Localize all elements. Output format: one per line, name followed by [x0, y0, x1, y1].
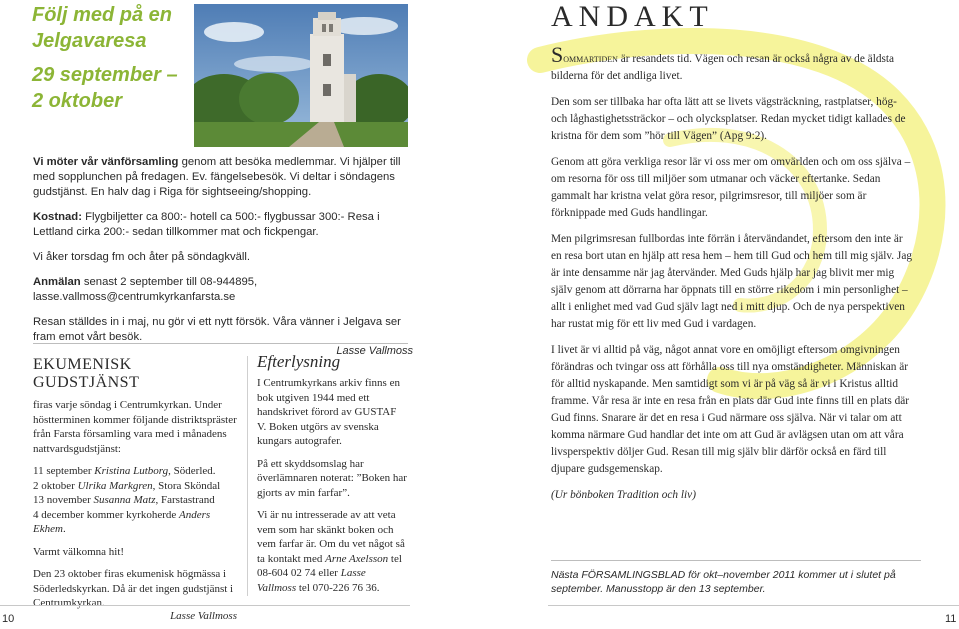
- ekumenisk-last: Den 23 oktober firas ekumenisk högmässa i Söderledskyrkan. Då är det ingen gudstjänst i Centrumkyrkan.: [33, 568, 234, 609]
- andakt-p1: Sommartiden är resandets tid. Vägen och resan är också några av de äldsta bilderna för det andliga livet.: [551, 42, 895, 82]
- page-number-right: 11: [945, 613, 957, 625]
- ekumenisk-section: [33, 356, 237, 623]
- trip-headline: [32, 2, 202, 114]
- ekumenisk-heading: EKUMENISK GUDSTJÄNST: [33, 356, 140, 391]
- intro-text: genom att besöka medlemmar. Vi hjälper till med sopplunchen på fredagen. Ev. fängelsebesök. Vi deltar i söndagens gudstjänst. En halv dag i Riga för sightseeing/shopping.: [33, 156, 401, 198]
- andakt-p5: I livet är vi alltid på väg, något annat vore en omöjligt eftersom omgivningen förändras och tvingar oss att förhålla oss till nya omständigheter. Människan är för alltid nyskapande. Men samtidigt som vi är på väg så är vi i Kristus alltid framme. Vår resa är inte en resa från en plats där Gud inte finns till en plats där Gud finns. Snarare är det en resa i Gud närmare oss själva. När vi talar om att komma närmare Gud handlar det inte om att Gud är avlägsen utan om att våra livsperspektiv döljer Gud. Resan till mig själv blir därför också en färd till djupare gudsgemenskap.: [551, 344, 910, 475]
- intro-signature: Lasse Vallmoss: [336, 345, 413, 357]
- headline-line-2: Jelgavaresa: [32, 30, 147, 52]
- ekumenisk-entry: 4 december kommer kyrkoherde Anders Ekhem.: [33, 508, 211, 535]
- ekumenisk-welcome: Varmt välkomna hit!: [33, 545, 125, 558]
- registration-paragraph: [33, 275, 413, 305]
- schedule-paragraph: Vi åker torsdag fm och åter på söndagkväll.: [33, 251, 251, 263]
- date-line-1: 29 september –: [32, 64, 178, 86]
- footer-rule-left: [0, 605, 410, 606]
- ekumenisk-intro: firas varje söndag i Centrumkyrkan. Under höstterminen kommer följande distriktspräster från Farsta församling vara med i månadens nattvardsgudstjänst:: [33, 399, 237, 455]
- efterlysning-heading: Efterlysning: [257, 352, 341, 371]
- cost-label: Kostnad:: [33, 211, 82, 223]
- ekumenisk-entry: 2 oktober Ulrika Markgren, Stora Sköndal: [33, 479, 221, 492]
- jelgava-trip-info: [33, 155, 413, 359]
- footer-rule-right: [548, 605, 959, 606]
- footer-note-rule: [551, 560, 921, 561]
- ekumenisk-signature: Lasse Vallmoss: [170, 609, 237, 622]
- andakt-text: [551, 42, 913, 513]
- intro-lead: Vi möter vår vänförsamling: [33, 156, 179, 168]
- ekumenisk-entry: 13 november Susanna Matz, Farstastrand: [33, 494, 215, 506]
- registration-label: Anmälan: [33, 276, 81, 288]
- andakt-citation: (Ur bönboken Tradition och liv): [551, 489, 696, 501]
- section-divider: [33, 343, 408, 344]
- andakt-title: ANDAKT: [551, 0, 714, 33]
- registration-text: senast 2 september till 08-944895, lasse.vallmoss@centrumkyrkanfarsta.se: [33, 276, 258, 303]
- date-line-2: 2 oktober: [32, 90, 123, 112]
- andakt-p4: Men pilgrimsresan fullbordas inte förrän i återvändandet, eftersom den inte är en resa bort utan en hjälp att resa hem – hem till Gud och hem till mig själv. Jag är inte densamme när jag återvänder. Med Guds hjälp har jag blivit mer mig själv genom att dörrarna har öppnats till en större rikedom i min personlighet – allt i enlighet med vad Gud själv lagt ned i mitt djup. Och de nya perspektiven har rustat mig för ett liv med Gud i vardagen.: [551, 233, 912, 330]
- page-number-left: 10: [2, 613, 15, 625]
- efterlysning-p1: I Centrumkyrkans arkiv finns en bok utgiven 1944 med ett handskrivet förord av GUSTAF V. Boken utgörs av svenska kungars autografer.: [257, 377, 400, 447]
- next-issue-note: Nästa FÖRSAMLINGSBLAD för okt–november 2011 kommer ut i slutet på september. Manusstopp är den 13 september.: [551, 569, 896, 595]
- cost-paragraph: [33, 210, 413, 240]
- church-tower-photo: [194, 4, 408, 147]
- ekumenisk-entry: 11 september Kristina Lutborg, Söderled.: [33, 465, 216, 477]
- note-paragraph: Resan ställdes in i maj, nu gör vi ett nytt försök. Våra vänner i Jelgava ser fram emot vårt besök.: [33, 316, 401, 343]
- andakt-p3: Genom att göra verkliga resor lär vi oss mer om omvärlden och om oss själva – om resorna för oss till miljöer som utmanar och väcker eftertanke. Sedan gammalt har kristna velat göra resor, pilgrimsresor, till miljöer som är förknippade med Guds handlingar.: [551, 156, 911, 219]
- cost-text: Flygbiljetter ca 800:- hotell ca 500:- flygbussar 300:- Resa i Lettland cirka 200:- sedan tillkommer mat och fickpengar.: [33, 211, 380, 238]
- headline-line-1: Följ med på en: [32, 4, 173, 26]
- column-divider: [247, 356, 248, 596]
- andakt-p2: Den som ser tillbaka har ofta lätt att se livets vägsträckning, rastplatser, hög- och låghastighetssträckor – och olycksplatser. Redan mycket tidigt kallades de kristna för dem som ”hör till Vägen” (Apg 9:2).: [551, 96, 906, 142]
- efterlysning-p3: Vi är nu intresserade av att veta vem som har skänkt boken och vem farfar är. Om du vet något så ta kontakt med Arne Axelsson tel 08-604 02 74 eller Lasse Vallmoss tel 070-226 76 36.: [257, 509, 405, 594]
- intro-paragraph: [33, 155, 413, 200]
- efterlysning-section: [257, 352, 407, 603]
- efterlysning-p2: På ett skyddsomslag har överlämnaren noterat: ”Boken har gjorts av min farfar”.: [257, 457, 407, 499]
